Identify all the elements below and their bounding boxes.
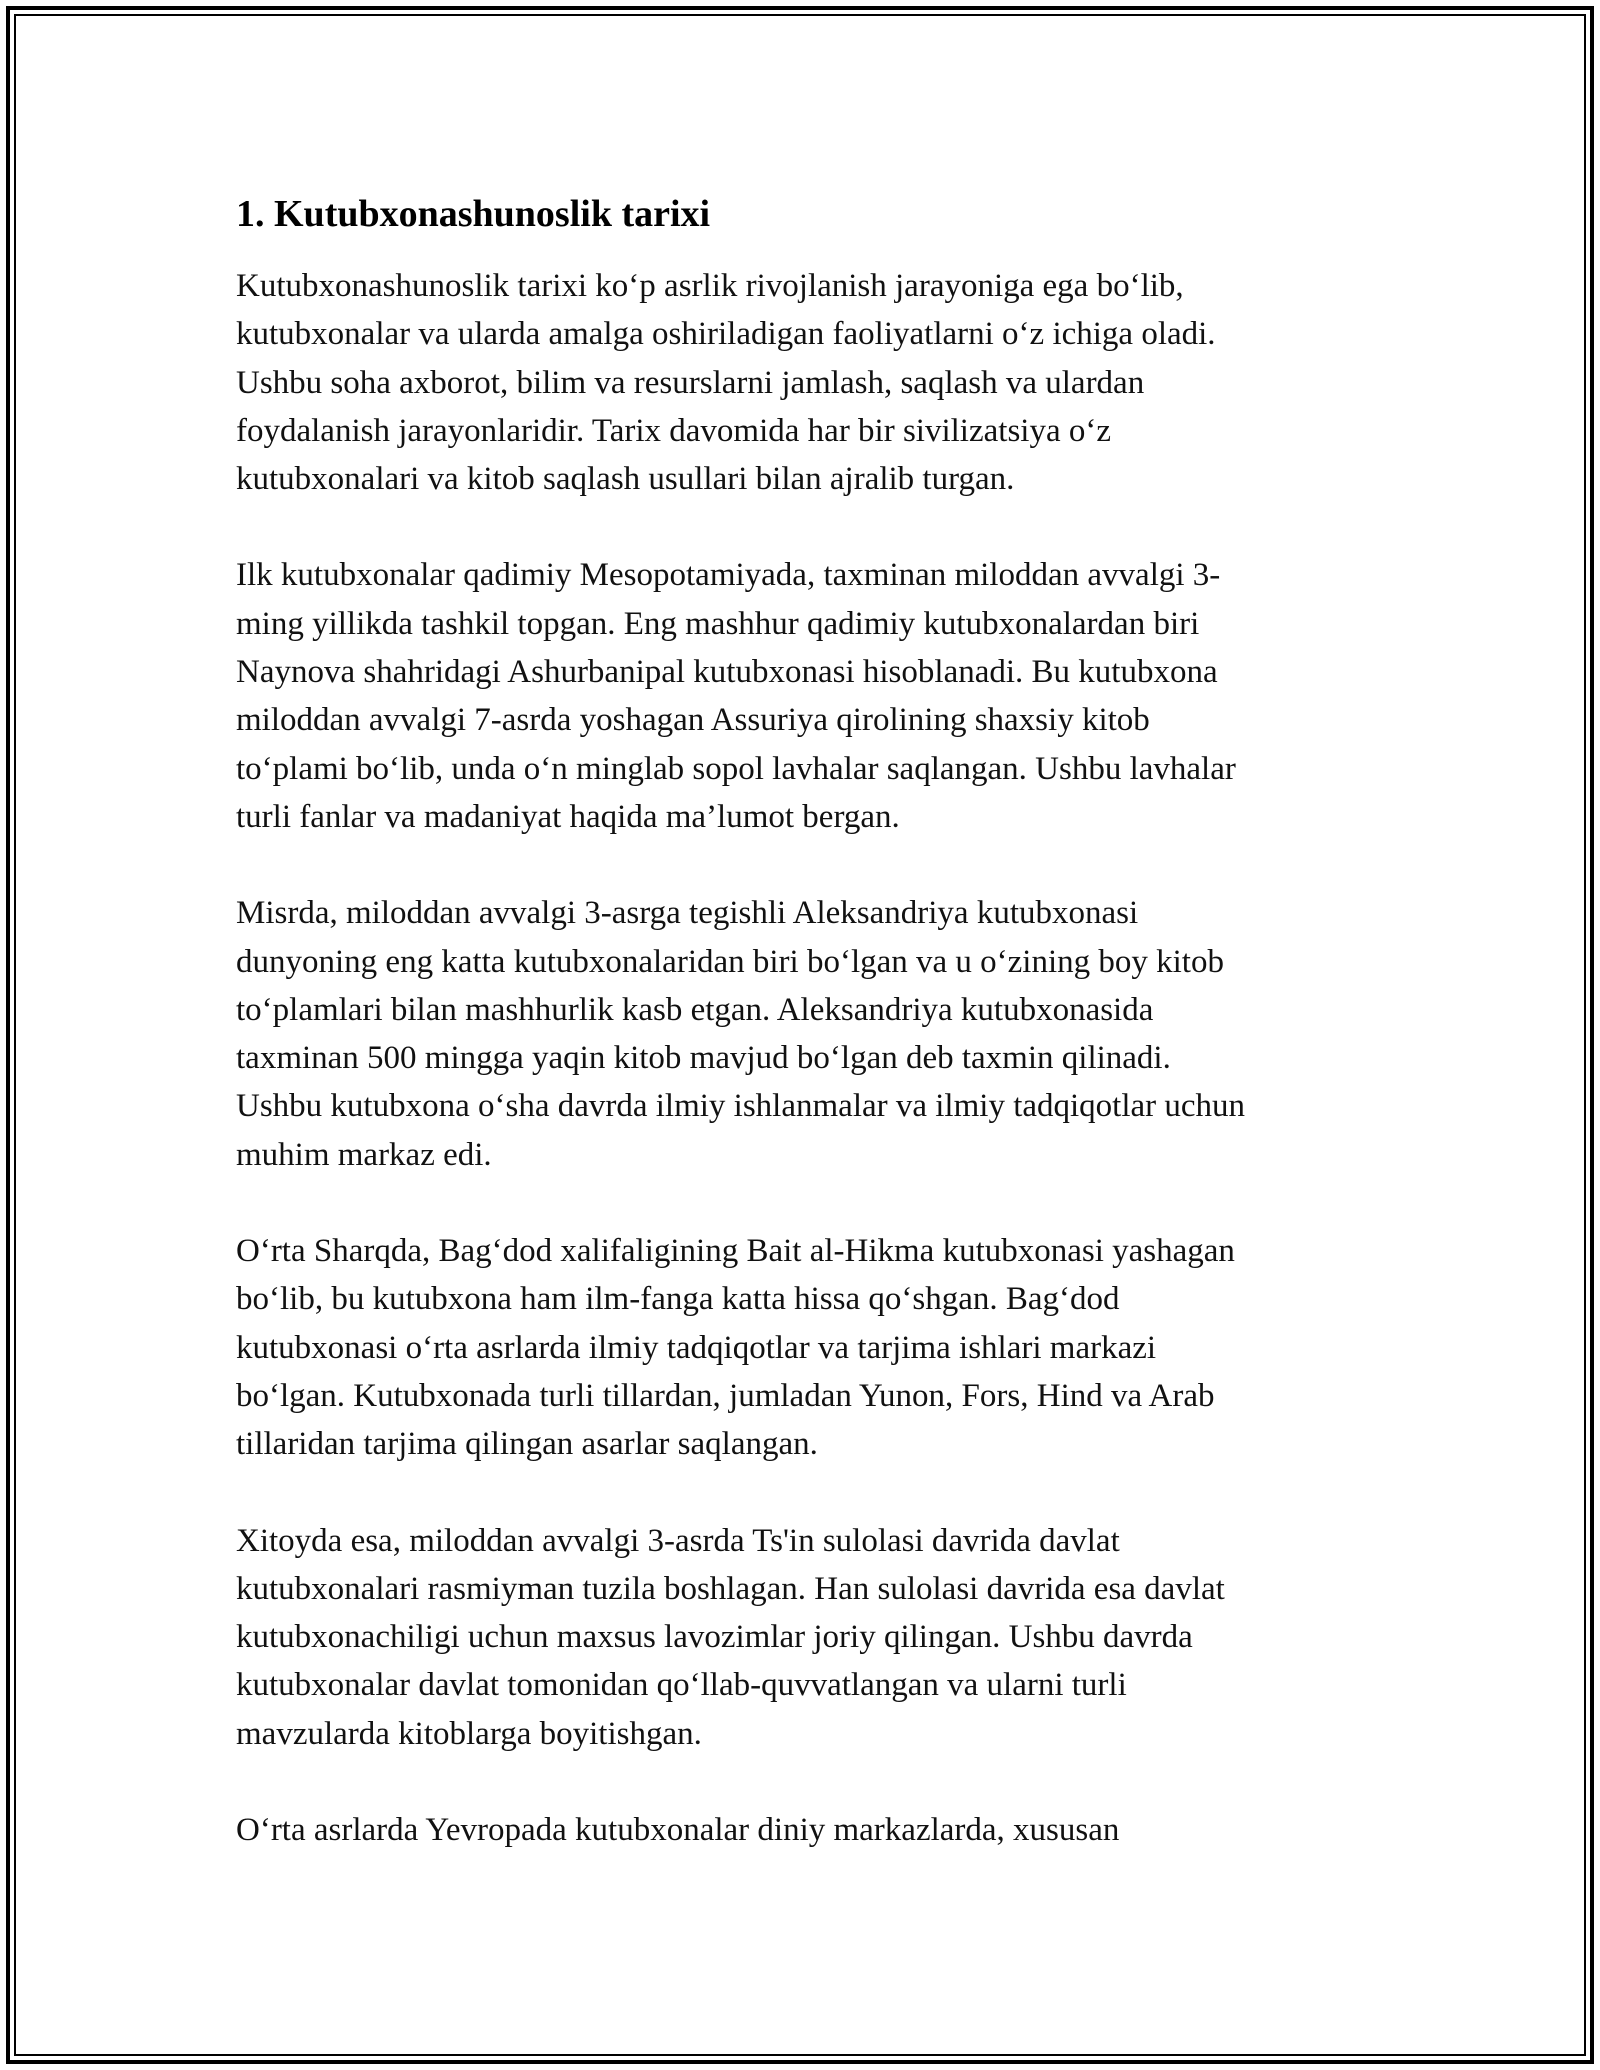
paragraph-1: Kutubxonashunoslik tarixi ko‘p asrlik rivojlanish jarayoniga ega bo‘lib, kutubxonalar va ularda amalga oshiriladigan faoliyatlarni o‘z ichiga oladi. Ushbu soha axborot, bilim va resurslarni jamlash, saqlash va ulardan foydalanish jarayonlaridir. Tarix davomida har bir sivilizatsiya o‘z kutubxonalari va kitob saqlash usullari bilan ajralib turgan. xyxy=(236,268,1216,498)
section-title: 1. Kutubxonashunoslik tarixi xyxy=(236,193,711,235)
paragraph-4: O‘rta Sharqda, Bag‘dod xalifaligining Bait al-Hikma kutubxonasi yashagan bo‘lib, bu kutubxona ham ilm-fanga katta hissa qo‘shgan. Bag‘dod kutubxonasi o‘rta asrlarda ilmiy tadqiqotlar va tarjima ishlari markazi bo‘lgan. Kutubxonada turli tillardan, jumladan Yunon, Fors, Hind va Arab tillaridan tarjima qilingan asarlar saqlangan. xyxy=(236,1233,1235,1463)
paragraph-5: Xitoyda esa, miloddan avvalgi 3-asrda Ts'in sulolasi davrida davlat kutubxonalari rasmiyman tuzila boshlagan. Han sulolasi davrida esa davlat kutubxonachiligi uchun maxsus lavozimlar joriy qilingan. Ushbu davrda kutubxonalar davlat tomonidan qo‘llab-quvvatlangan va ularni turli mavzularda kitoblarga boyitishgan. xyxy=(236,1522,1225,1752)
paragraph-3: Misrda, miloddan avvalgi 3-asrga tegishli Aleksandriya kutubxonasi dunyoning eng katta kutubxonalaridan biri bo‘lgan va u o‘zining boy kitob to‘plamlari bilan mashhurlik kasb etgan. Aleksandriya kutubxonasida taxminan 500 mingga yaqin kitob mavjud bo‘lgan deb taxmin qilinadi. Ushbu kutubxona o‘sha davrda ilmiy ishlanmalar va ilmiy tadqiqotlar uchun muhim markaz edi. xyxy=(236,895,1246,1173)
document-body xyxy=(236,188,1366,1902)
paragraph-2: Ilk kutubxonalar qadimiy Mesopotamiyada, taxminan miloddan avvalgi 3- ming yillikda tashkil topgan. Eng mashhur qadimiy kutubxonalardan biri Naynova shahridagi Ashurbanipal kutubxonasi hisoblanadi. Bu kutubxona miloddan avvalgi 7-asrda yoshagan Assuriya qirolining shaxsiy kitob to‘plami bo‘lib, unda o‘n minglab sopol lavhalar saqlangan. Ushbu lavhalar turli fanlar va madaniyat haqida ma’lumot bergan. xyxy=(236,557,1236,835)
paragraph-6: O‘rta asrlarda Yevropada kutubxonalar diniy markazlarda, xususan xyxy=(236,1812,1120,1849)
